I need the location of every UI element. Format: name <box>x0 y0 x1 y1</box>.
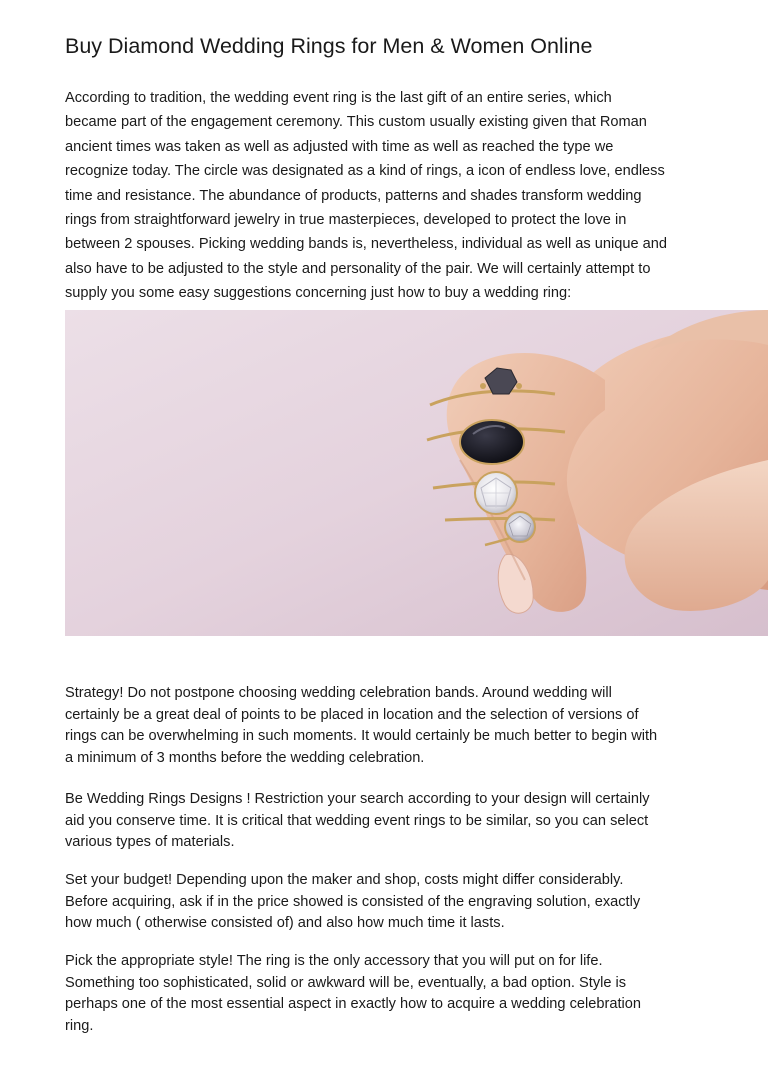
text-line: time and resistance. The abundance of products, patterns and shades transform wedding <box>65 187 642 204</box>
text-line: between 2 spouses. Picking wedding bands is, nevertheless, individual as well as unique and <box>65 236 667 253</box>
text-line: how much ( otherwise consisted of) and also how much time it lasts. <box>65 915 505 931</box>
text-line: Before acquiring, ask if in the price showed is consisted of the engraving solution, exactly <box>65 893 641 910</box>
text-line: a minimum of 3 months before the wedding celebration. <box>65 749 425 766</box>
text-line: became part of the engagement ceremony. This custom usually existing given that Roman <box>65 114 647 131</box>
text-line: ring. <box>65 1017 94 1034</box>
text-line: rings from straightforward jewelry in true masterpieces, developed to protect the love in <box>65 212 627 229</box>
text-line: ancient times was taken as well as adjusted with time as well as reached the type we <box>65 138 614 155</box>
text-line: Something too sophisticated, solid or awkward will be, eventually, a bad option. Style is <box>65 974 627 991</box>
text-line: Strategy! Do not postpone choosing wedding celebration bands. Around wedding will <box>65 685 612 701</box>
grey-diamond-icon <box>505 512 535 542</box>
round-diamond-icon <box>475 472 517 514</box>
text-line: supply you some easy suggestions concerning just how to buy a wedding ring: <box>65 285 572 302</box>
text-line: various types of materials. <box>65 834 235 850</box>
paragraph-designs <box>65 789 715 854</box>
text-line: Pick the appropriate style! The ring is the only accessory that you will put on for life. <box>65 953 603 969</box>
paragraph-style <box>65 951 715 1037</box>
hand-with-rings-icon <box>65 310 768 636</box>
paragraph-strategy <box>65 683 715 769</box>
text-line: aid you conserve time. It is critical that wedding event rings to be similar, so you can select <box>65 812 649 829</box>
intro-paragraph <box>65 86 715 306</box>
rings-on-hand-photo <box>65 310 768 636</box>
black-oval-stone-icon <box>460 420 524 464</box>
text-line: According to tradition, the wedding event ring is the last gift of an entire series, which <box>65 90 612 106</box>
text-line: rings can be overwhelming in such moments. It would certainly be much better to begin with <box>65 728 658 744</box>
text-line: Be Wedding Rings Designs ! Restriction your search according to your design will certainly <box>65 791 650 807</box>
text-line: perhaps one of the most essential aspect in exactly how to acquire a wedding celebration <box>65 996 641 1012</box>
text-line: also have to be adjusted to the style and personality of the pair. We will certainly attempt to <box>65 260 651 277</box>
text-line: Set your budget! Depending upon the maker and shop, costs might differ considerably. <box>65 872 624 888</box>
paragraph-budget <box>65 870 715 935</box>
text-line: certainly be a great deal of points to be placed in location and the selection of versions of <box>65 706 639 723</box>
page-title: Buy Diamond Wedding Rings for Men & Women Online <box>65 34 593 58</box>
text-line: recognize today. The circle was designated as a kind of rings, a icon of endless love, endless <box>65 163 665 180</box>
